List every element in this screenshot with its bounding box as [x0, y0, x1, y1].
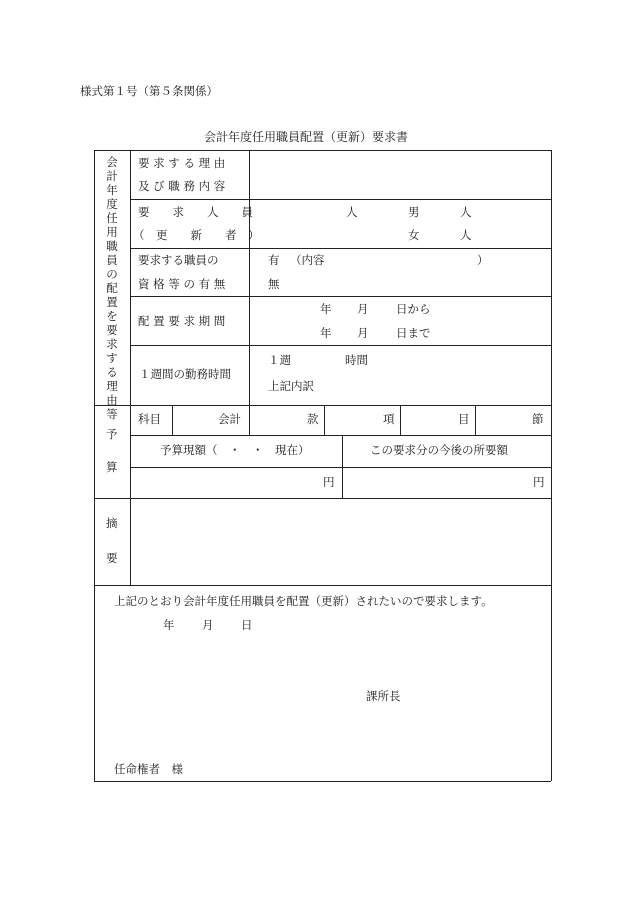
date-day: 日 — [241, 618, 253, 632]
qualification-detail-open: （内容 — [290, 253, 325, 267]
female-unit: 人 — [460, 228, 472, 242]
personnel-label-line1: 要 求 人 員 — [138, 205, 253, 219]
male-unit: 人 — [460, 205, 472, 219]
form-number: 様式第１号（第５条関係） — [80, 84, 218, 98]
period-from-month: 月 — [357, 302, 369, 316]
qualification-label-line1: 要求する職員の — [138, 253, 219, 267]
period-label: 配 置 要 求 期 間 — [138, 314, 226, 328]
period-from-day: 日から — [396, 302, 431, 316]
date-year: 年 — [163, 618, 175, 632]
section-chief: 課所長 — [366, 689, 401, 703]
qualification-detail-close: ） — [477, 253, 489, 267]
period-to-day: 日まで — [396, 326, 431, 340]
budget-current-amount-label: 予算現額（ ・ ・ 現在） — [160, 443, 310, 457]
side-heading: 会 計 年 度 任 用 職 員 の 配 置 を 要 求 す る 理 由 等 — [106, 155, 118, 422]
weekly-hours-label: １週間の勤務時間 — [139, 367, 231, 381]
budget-yen-right: 円 — [533, 475, 545, 489]
weekly-hours-week: １週 — [268, 353, 291, 367]
qualification-no: 無 — [268, 277, 280, 291]
weekly-hours-unit: 時間 — [345, 353, 368, 367]
period-from-year: 年 — [320, 302, 332, 316]
budget-side-label-1: 予 — [106, 427, 118, 441]
period-to-year: 年 — [320, 326, 332, 340]
reason-label-line1: 要 求 す る 理 由 — [138, 156, 226, 170]
reason-label-line2: 及 び 職 務 内 容 — [138, 179, 226, 193]
female-label: 女 — [408, 228, 420, 242]
appointer: 任命権者 様 — [114, 762, 183, 776]
budget-kou-label: 項 — [383, 412, 395, 426]
budget-subject-label: 科目 — [138, 412, 161, 426]
request-statement: 上記のとおり会計年度任用職員を配置（更新）されたいので要求します。 — [114, 594, 493, 608]
male-label: 男 — [408, 205, 420, 219]
budget-yen-left: 円 — [323, 475, 335, 489]
document-title: 会計年度任用職員配置（更新）要求書 — [204, 130, 409, 144]
personnel-label-line2: （ 更 新 者 ） — [133, 228, 260, 242]
remarks-label-1: 摘 — [106, 516, 118, 530]
qualification-label-line2: 資 格 等 の 有 無 — [138, 277, 226, 291]
period-to-month: 月 — [357, 326, 369, 340]
budget-account-label: 会計 — [218, 412, 241, 426]
budget-moku-label: 目 — [458, 412, 470, 426]
weekly-hours-breakdown: 上記内訳 — [268, 379, 314, 393]
budget-kan-label: 款 — [307, 412, 319, 426]
qualification-yes: 有 — [268, 253, 280, 267]
budget-side-label-2: 算 — [106, 460, 118, 474]
budget-setsu-label: 節 — [532, 412, 544, 426]
date-month: 月 — [202, 618, 214, 632]
personnel-total-unit: 人 — [346, 205, 358, 219]
remarks-label-2: 要 — [106, 551, 118, 565]
budget-required-amount-label: この要求分の今後の所要額 — [370, 443, 508, 457]
